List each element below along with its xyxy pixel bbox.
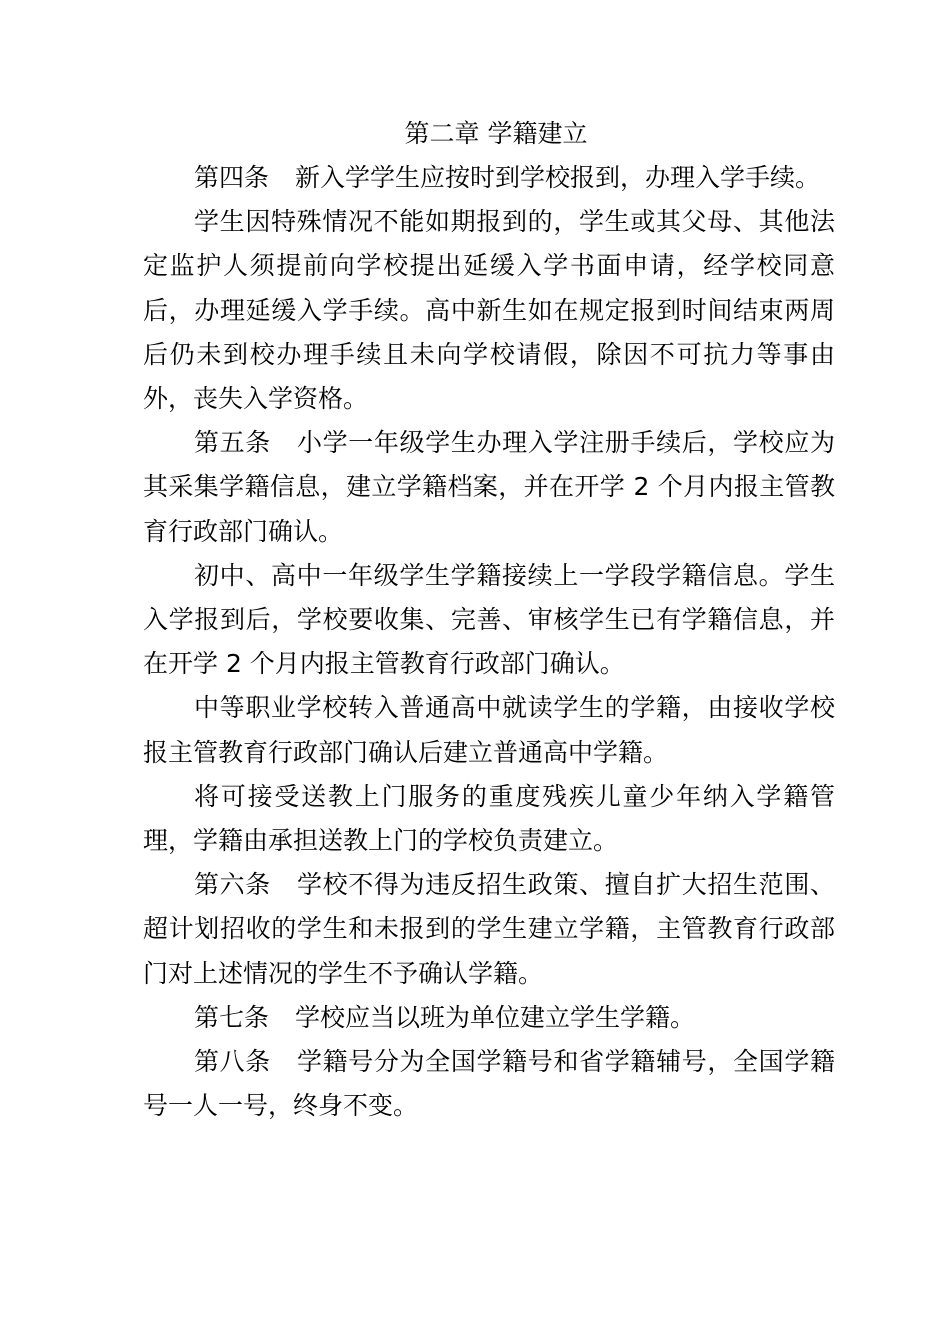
paragraph xyxy=(143,686,835,774)
document-body xyxy=(143,112,835,1128)
paragraph-text: 学籍号分为全国学籍号和省学籍辅号，全国学籍号一人一号，终身不变。 xyxy=(143,1047,835,1121)
paragraph xyxy=(143,775,835,863)
article-4-paragraph xyxy=(143,156,835,200)
paragraph-text: 学生因特殊情况不能如期报到的，学生或其父母、其他法定监护人须提前向学校提出延缓入学书面申请，经学校同意后，办理延缓入学手续。高中新生如在规定报到时间结束两周后仍未到校办理手续且未向学校请假，除因不可抗力等事由外，丧失入学资格。 xyxy=(143,207,835,414)
paragraph-text: 初中、高中一年级学生学籍接续上一学段学籍信息。学生入学报到后，学校要收集、完善、审核学生已有学籍信息，并在开学 2 个月内报主管教育行政部门确认。 xyxy=(143,560,835,679)
article-number: 第五条 xyxy=(194,428,271,458)
paragraph-text: 中等职业学校转入普通高中就读学生的学籍，由接收学校报主管教育行政部门确认后建立普通高中学籍。 xyxy=(143,693,835,767)
article-number: 第四条 xyxy=(194,163,270,192)
paragraph-text: 小学一年级学生办理入学注册手续后，学校应为其采集学籍信息，建立学籍档案，并在开学 2 个月内报主管教育行政部门确认。 xyxy=(143,428,835,546)
article-7-paragraph xyxy=(143,996,835,1040)
paragraph-text: 学校不得为违反招生政策、擅自扩大招生范围、超计划招收的学生和未报到的学生建立学籍，主管教育行政部门对上述情况的学生不予确认学籍。 xyxy=(143,870,835,988)
paragraph xyxy=(143,200,835,421)
paragraph-text: 新入学学生应按时到学校报到，办理入学手续。 xyxy=(295,163,821,192)
paragraph-text: 将可接受送教上门服务的重度残疾儿童少年纳入学籍管理，学籍由承担送教上门的学校负责建立。 xyxy=(143,781,835,856)
article-number: 第八条 xyxy=(194,1047,271,1077)
chapter-title: 第二章 学籍建立 xyxy=(404,119,588,148)
paragraph-text: 学校应当以班为单位建立学生学籍。 xyxy=(295,1002,696,1032)
paragraph xyxy=(143,554,835,687)
article-8-paragraph xyxy=(143,1040,835,1128)
article-number: 第六条 xyxy=(194,870,271,900)
article-number: 第七条 xyxy=(194,1002,270,1032)
article-5-paragraph xyxy=(143,421,835,554)
article-6-paragraph xyxy=(143,863,835,996)
